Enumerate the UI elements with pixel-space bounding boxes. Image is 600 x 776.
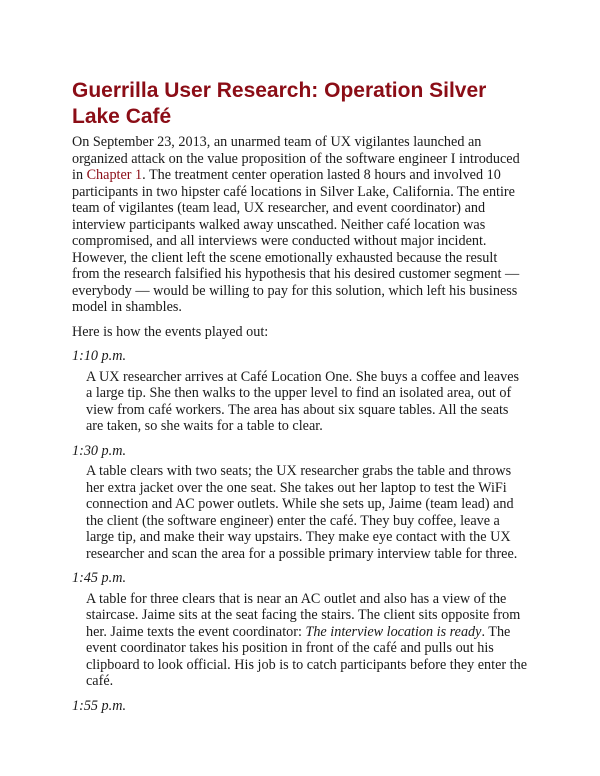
timeline-time: 1:55 p.m.: [72, 697, 126, 714]
text-message-quote: The interview location is ready: [305, 623, 482, 640]
timeline-entry: [86, 591, 528, 690]
timeline-entry-text: A table for three clears that is near an AC outlet and also has a view of the staircase. Jaime sits at the seat facing the stairs. The client sits opposite from her. Jaime texts the event coordinator:: [86, 590, 521, 640]
page-title: Guerrilla User Research: Operation Silver Lake Café: [72, 79, 487, 128]
timeline-entry-text: . The event coordinator takes his position in front of the café and pulls out his clipboard to look official. His job is to catch participants before they enter the café.: [86, 623, 527, 689]
intro-text-after-link: . The treatment center operation lasted 8 hours and involved 10 participants in two hipster café locations in Silver Lake, California. The entire team of vigilantes (team lead, UX researcher, and event coordinator) and interview participants walked away unscathed. Neither café location was compromised, and all interviews were conducted without major incident. However, the client left the scene emotionally exhausted because the result from the research falsified his hypothesis that his desired customer segment — everybody — would be willing to pay for this solution, which left his business model in shambles.: [72, 167, 520, 315]
timeline-entry: A UX researcher arrives at Café Location One. She buys a coffee and leaves a large tip. She then walks to the upper level to find an isolated area, out of view from café workers. The area has about six square tables. All the seats are taken, so she waits for a table to clear.: [86, 368, 520, 434]
timeline-time: 1:10 p.m.: [72, 348, 126, 364]
timeline-time: 1:30 p.m.: [72, 442, 126, 459]
timeline-time: 1:45 p.m.: [72, 570, 126, 586]
chapter-1-link[interactable]: Chapter 1: [86, 167, 143, 183]
lead-in-paragraph: Here is how the events played out:: [72, 323, 269, 340]
page-content: [72, 78, 528, 718]
intro-paragraph: [72, 134, 528, 316]
event-timeline: [72, 348, 528, 714]
timeline-entry: A table clears with two seats; the UX researcher grabs the table and throws her extra jacket over the one seat. She takes out her laptop to test the WiFi connection and AC power outlets. While she sets up, Jaime (team lead) and the client (the software engineer) enter the café. They buy coffee, leave a large tip, and make their way upstairs. They make eye contact with the UX researcher and scan the area for a possible primary interview table for three.: [86, 463, 518, 562]
intro-text-before-link: On September 23, 2013, an unarmed team of UX vigilantes launched an organized attack on the value proposition of the software engineer I introduced in: [72, 134, 520, 183]
